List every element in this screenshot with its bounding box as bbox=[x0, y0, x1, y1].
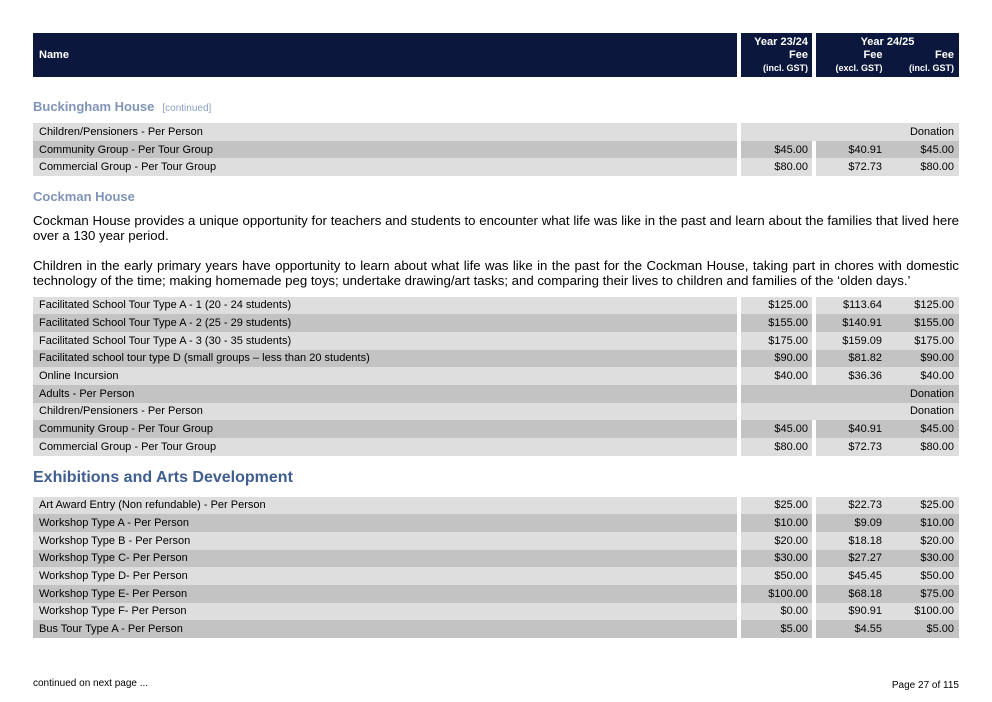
row-fee-24-25-incl: $50.00 bbox=[887, 567, 959, 585]
row-fee-23-24: $100.00 bbox=[741, 585, 812, 603]
row-fee-24-25-excl: $90.91 bbox=[816, 603, 887, 621]
row-fee-23-24: $155.00 bbox=[741, 314, 812, 332]
header-year1-fee: Fee bbox=[789, 49, 808, 61]
row-name: Workshop Type D- Per Person bbox=[33, 567, 737, 585]
cockman-paragraph-2: Children in the early primary years have opportunity to learn about what life was like in the past for the Cockman House, taking part in chores with domestic technology of the time; making homemade peg toys; undertake drawing/art tasks; and comparing their lives to children and families of the ‘olden days.’ bbox=[33, 258, 959, 288]
row-name: Workshop Type E- Per Person bbox=[33, 585, 737, 603]
row-fee-24-25-excl: $81.82 bbox=[816, 350, 887, 368]
row-name: Facilitated school tour type D (small groups – less than 20 students) bbox=[33, 350, 737, 368]
row-name: Workshop Type B - Per Person bbox=[33, 532, 737, 550]
buckingham-table bbox=[33, 123, 959, 176]
row-fee-23-24: $125.00 bbox=[741, 297, 812, 315]
row-name: Children/Pensioners - Per Person bbox=[33, 403, 737, 421]
table-row bbox=[33, 385, 959, 403]
table-row bbox=[33, 332, 959, 350]
header-year2-label: Year 24/25 bbox=[860, 36, 915, 48]
row-fee-24-25-excl: $9.09 bbox=[816, 514, 887, 532]
row-fee-24-25-incl: $5.00 bbox=[887, 620, 959, 638]
section-title-cockman: Cockman House bbox=[33, 189, 135, 204]
row-name: Commercial Group - Per Tour Group bbox=[33, 158, 737, 176]
row-donation: Donation bbox=[741, 385, 959, 403]
row-name: Online Incursion bbox=[33, 367, 737, 385]
row-name: Commercial Group - Per Tour Group bbox=[33, 438, 737, 456]
buckingham-title: Buckingham House bbox=[33, 99, 155, 114]
header-year2-gst-incl: (incl. GST) bbox=[909, 63, 954, 73]
table-row bbox=[33, 514, 959, 532]
row-fee-23-24: $5.00 bbox=[741, 620, 812, 638]
table-row bbox=[33, 585, 959, 603]
row-name: Workshop Type F- Per Person bbox=[33, 603, 737, 621]
buckingham-continued: [continued] bbox=[162, 103, 212, 114]
header-year-23-24 bbox=[741, 33, 812, 77]
section-title-exhibitions: Exhibitions and Arts Development bbox=[33, 469, 293, 486]
header-year1-gst: (incl. GST) bbox=[763, 63, 808, 73]
row-name: Workshop Type C- Per Person bbox=[33, 550, 737, 568]
row-fee-23-24: $45.00 bbox=[741, 141, 812, 159]
table-row bbox=[33, 567, 959, 585]
row-fee-24-25-incl: $175.00 bbox=[887, 332, 959, 350]
row-fee-24-25-excl: $159.09 bbox=[816, 332, 887, 350]
header-year2-fee-incl: Fee bbox=[935, 49, 954, 61]
row-fee-24-25-excl: $40.91 bbox=[816, 420, 887, 438]
footer-page-number: Page 27 of 115 bbox=[891, 680, 959, 691]
row-fee-24-25-incl: $155.00 bbox=[887, 314, 959, 332]
row-name: Bus Tour Type A - Per Person bbox=[33, 620, 737, 638]
row-fee-24-25-incl: $125.00 bbox=[887, 297, 959, 315]
row-fee-24-25-incl: $80.00 bbox=[887, 438, 959, 456]
row-fee-23-24: $40.00 bbox=[741, 367, 812, 385]
row-fee-24-25-incl: $45.00 bbox=[887, 420, 959, 438]
row-fee-24-25-excl: $36.36 bbox=[816, 367, 887, 385]
row-donation: Donation bbox=[741, 123, 959, 141]
row-fee-23-24: $25.00 bbox=[741, 497, 812, 515]
header-year-24-25 bbox=[816, 33, 959, 77]
row-fee-24-25-excl: $72.73 bbox=[816, 158, 887, 176]
row-fee-23-24: $10.00 bbox=[741, 514, 812, 532]
header-name: Name bbox=[33, 33, 737, 77]
row-name: Community Group - Per Tour Group bbox=[33, 420, 737, 438]
table-row bbox=[33, 438, 959, 456]
table-row bbox=[33, 532, 959, 550]
table-row bbox=[33, 123, 959, 141]
header-year1-label: Year 23/24 bbox=[754, 36, 808, 48]
row-fee-23-24: $30.00 bbox=[741, 550, 812, 568]
row-fee-24-25-incl: $75.00 bbox=[887, 585, 959, 603]
row-fee-24-25-incl: $20.00 bbox=[887, 532, 959, 550]
row-name: Community Group - Per Tour Group bbox=[33, 141, 737, 159]
section-title-buckingham bbox=[33, 99, 211, 114]
row-fee-24-25-excl: $45.45 bbox=[816, 567, 887, 585]
row-fee-23-24: $175.00 bbox=[741, 332, 812, 350]
row-fee-24-25-excl: $4.55 bbox=[816, 620, 887, 638]
cockman-table bbox=[33, 297, 959, 456]
table-row bbox=[33, 497, 959, 515]
header-year2-gst-excl: (excl. GST) bbox=[835, 63, 883, 73]
table-row bbox=[33, 350, 959, 368]
table-header bbox=[33, 33, 959, 77]
row-fee-23-24: $90.00 bbox=[741, 350, 812, 368]
table-row bbox=[33, 158, 959, 176]
row-fee-23-24: $80.00 bbox=[741, 158, 812, 176]
row-fee-24-25-excl: $113.64 bbox=[816, 297, 887, 315]
table-row bbox=[33, 367, 959, 385]
row-fee-24-25-incl: $80.00 bbox=[887, 158, 959, 176]
row-fee-24-25-excl: $68.18 bbox=[816, 585, 887, 603]
row-fee-24-25-excl: $140.91 bbox=[816, 314, 887, 332]
row-name: Workshop Type A - Per Person bbox=[33, 514, 737, 532]
row-fee-24-25-incl: $25.00 bbox=[887, 497, 959, 515]
row-name: Facilitated School Tour Type A - 3 (30 - 35 students) bbox=[33, 332, 737, 350]
row-name: Facilitated School Tour Type A - 1 (20 - 24 students) bbox=[33, 297, 737, 315]
row-fee-24-25-incl: $40.00 bbox=[887, 367, 959, 385]
row-fee-23-24: $50.00 bbox=[741, 567, 812, 585]
table-row bbox=[33, 141, 959, 159]
table-row bbox=[33, 314, 959, 332]
row-name: Facilitated School Tour Type A - 2 (25 - 29 students) bbox=[33, 314, 737, 332]
row-name: Children/Pensioners - Per Person bbox=[33, 123, 737, 141]
table-row bbox=[33, 403, 959, 421]
row-fee-24-25-excl: $27.27 bbox=[816, 550, 887, 568]
row-fee-24-25-incl: $30.00 bbox=[887, 550, 959, 568]
header-year2-fee-excl: Fee bbox=[863, 49, 883, 61]
row-fee-24-25-incl: $100.00 bbox=[887, 603, 959, 621]
row-name: Art Award Entry (Non refundable) - Per Person bbox=[33, 497, 737, 515]
table-row bbox=[33, 550, 959, 568]
exhibitions-table bbox=[33, 497, 959, 639]
table-row bbox=[33, 420, 959, 438]
row-fee-24-25-excl: $40.91 bbox=[816, 141, 887, 159]
row-fee-23-24: $20.00 bbox=[741, 532, 812, 550]
row-fee-24-25-excl: $22.73 bbox=[816, 497, 887, 515]
row-fee-24-25-incl: $45.00 bbox=[887, 141, 959, 159]
row-fee-23-24: $0.00 bbox=[741, 603, 812, 621]
table-row bbox=[33, 297, 959, 315]
cockman-paragraph-1: Cockman House provides a unique opportunity for teachers and students to encounter what life was like in the past and learn about the families that lived here over a 130 year period. bbox=[33, 213, 959, 243]
table-row bbox=[33, 620, 959, 638]
footer-continued: continued on next page ... bbox=[33, 678, 149, 689]
row-fee-23-24: $80.00 bbox=[741, 438, 812, 456]
table-row bbox=[33, 603, 959, 621]
row-fee-24-25-excl: $18.18 bbox=[816, 532, 887, 550]
row-donation: Donation bbox=[741, 403, 959, 421]
row-fee-23-24: $45.00 bbox=[741, 420, 812, 438]
row-fee-24-25-incl: $90.00 bbox=[887, 350, 959, 368]
row-fee-24-25-excl: $72.73 bbox=[816, 438, 887, 456]
row-name: Adults - Per Person bbox=[33, 385, 737, 403]
row-fee-24-25-incl: $10.00 bbox=[887, 514, 959, 532]
